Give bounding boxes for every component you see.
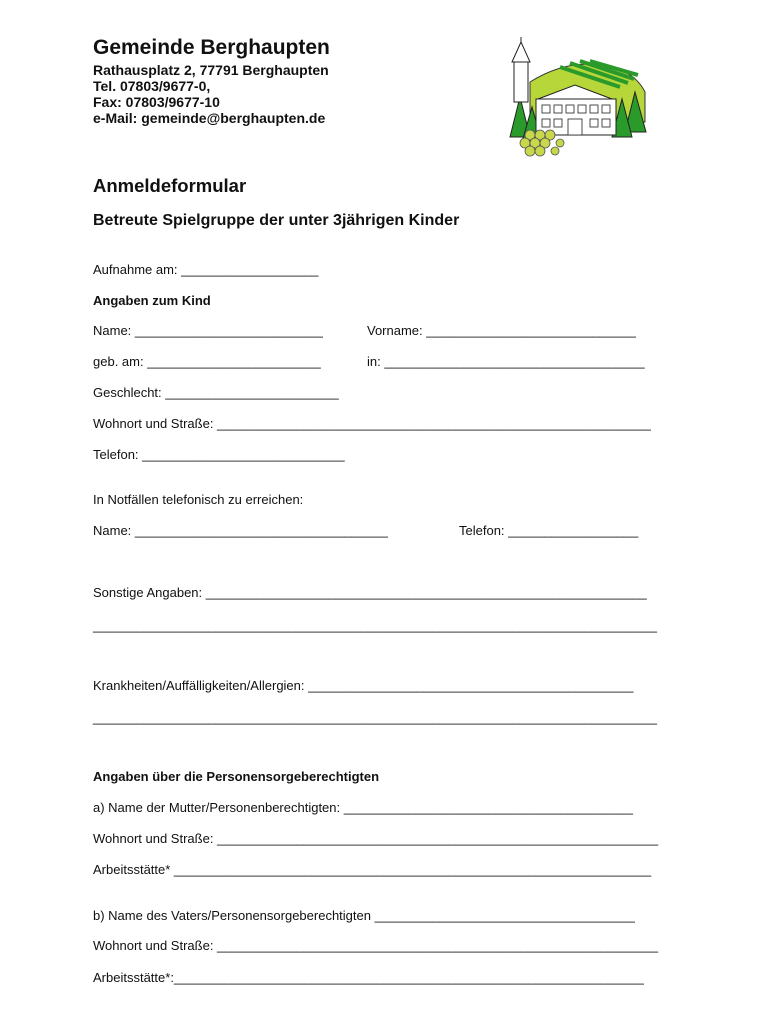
email-line: e-Mail: gemeinde@berghaupten.de — [93, 110, 326, 126]
kind-geburtsort-field[interactable]: in: ____________________________________ — [367, 354, 645, 369]
form-title: Anmeldeformular — [93, 175, 247, 196]
phone-line: Tel. 07803/9677-0, — [93, 78, 211, 94]
sonstige-line-2[interactable]: ______________________________________________________________________________ — [93, 618, 657, 633]
notfall-heading: In Notfällen telefonisch zu erreichen: — [93, 492, 304, 507]
mutter-wohnort-field[interactable]: Wohnort und Straße: _____________________________________________________________ — [93, 831, 659, 846]
form-subtitle: Betreute Spielgruppe der unter 3jährigen Kinder — [93, 212, 460, 229]
fax-line: Fax: 07803/9677-10 — [93, 94, 220, 110]
section-eltern-heading: Angaben über die Personensorgeberechtigten — [93, 769, 380, 784]
org-name: Gemeinde Berghaupten — [93, 36, 330, 59]
vater-name-field[interactable]: b) Name des Vaters/Personensorgeberechtigten ____________________________________ — [93, 908, 635, 923]
mutter-name-field[interactable]: a) Name der Mutter/Personenberechtigten: ________________________________________ — [93, 800, 633, 815]
town-hall-logo-icon — [500, 37, 650, 157]
kind-geb-field[interactable]: geb. am: ________________________ — [93, 354, 321, 369]
vater-arbeit-field[interactable]: Arbeitsstätte*:_________________________________________________________________ — [93, 970, 644, 985]
section-kind-heading: Angaben zum Kind — [93, 293, 211, 308]
kind-name-field[interactable]: Name: __________________________ — [93, 323, 323, 338]
vater-wohnort-field[interactable]: Wohnort und Straße: _____________________________________________________________ — [93, 938, 659, 953]
address-line: Rathausplatz 2, 77791 Berghaupten — [93, 62, 329, 78]
notfall-name-field[interactable]: Name: ___________________________________ — [93, 523, 388, 538]
krankheiten-field[interactable]: Krankheiten/Auffälligkeiten/Allergien: _____________________________________________ — [93, 678, 634, 693]
kind-wohnort-field[interactable]: Wohnort und Straße: ____________________________________________________________ — [93, 416, 651, 431]
kind-geschlecht-field[interactable]: Geschlecht: ________________________ — [93, 385, 339, 400]
aufnahme-field[interactable]: Aufnahme am: ___________________ — [93, 262, 319, 277]
kind-telefon-field[interactable]: Telefon: ____________________________ — [93, 447, 345, 462]
notfall-telefon-field[interactable]: Telefon: __________________ — [459, 523, 639, 538]
krankheiten-line-2[interactable]: ______________________________________________________________________________ — [93, 710, 657, 725]
sonstige-field[interactable]: Sonstige Angaben: _____________________________________________________________ — [93, 585, 647, 600]
kind-vorname-field[interactable]: Vorname: _____________________________ — [367, 323, 636, 338]
mutter-arbeit-field[interactable]: Arbeitsstätte* __________________________________________________________________ — [93, 862, 652, 877]
